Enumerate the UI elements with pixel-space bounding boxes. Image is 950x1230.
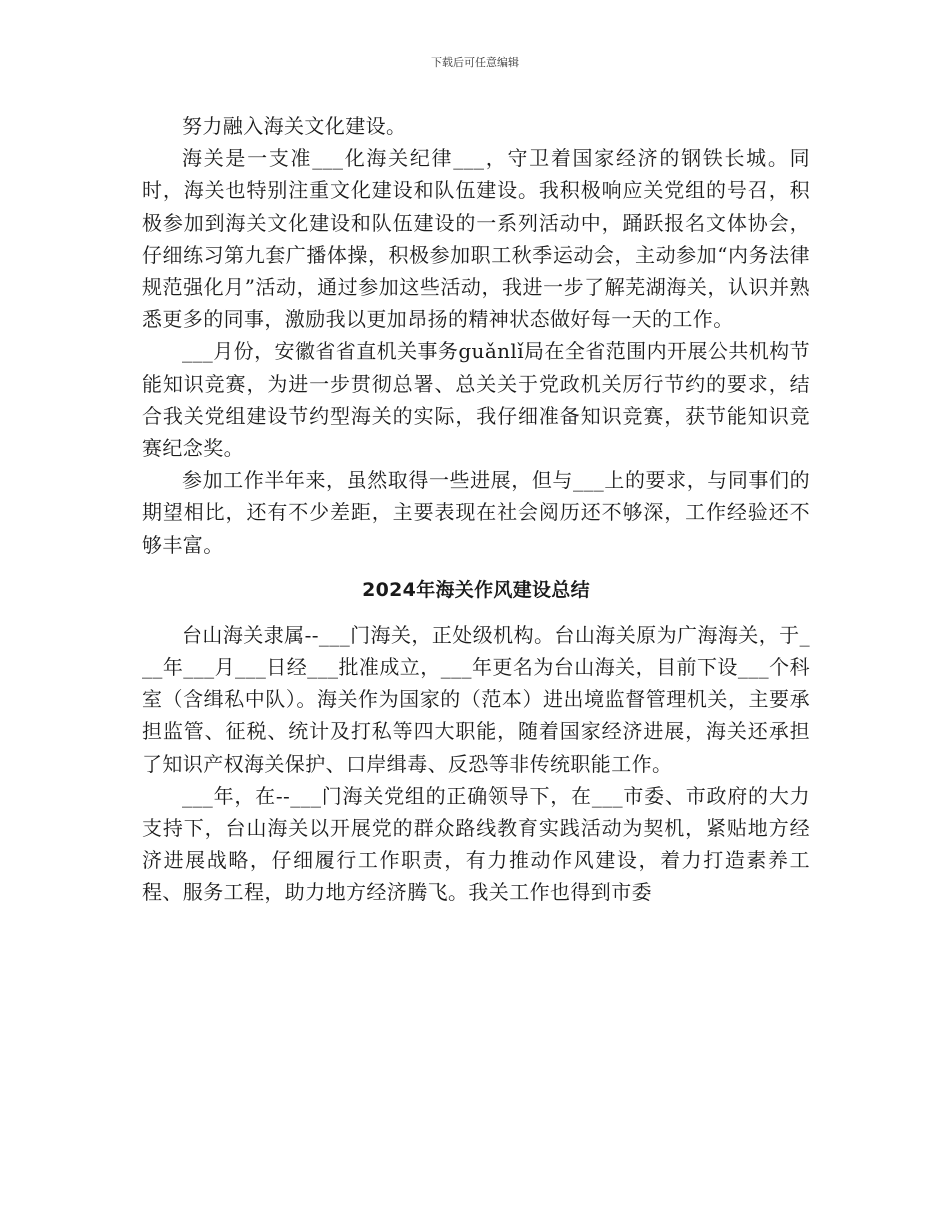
paragraph: 参加工作半年来，虽然取得一些进展，但与___上的要求，与同事们的期望相比，还有不少差距，主要表现在社会阅历还不够深，工作经验还不够丰富。 — [142, 468, 810, 557]
page-header-note: 下载后可任意编辑 — [431, 56, 519, 69]
paragraph: 台山海关隶属--___门海关，正处级机构。台山海关原为广海海关，于___年___月___日经___批准成立，___年更名为台山海关，目前下设___个科室（含缉私中队）。海关作为国家的（范本）进出境监督管理机关，主要承担监管、征税、统计及打私等四大职能，随着国家经济进展，海关还承担了知识产权海关保护、口岸缉毒、反恐等非传统职能工作。 — [142, 622, 810, 776]
document-body — [142, 110, 810, 909]
paragraph: 海关是一支准___化海关纪律___，守卫着国家经济的钢铁长城。同时，海关也特别注重文化建设和队伍建设。我积极响应关党组的号召，积极参加到海关文化建设和队伍建设的一系列活动中，踊跃报名文体协会，仔细练习第九套广播体操，积极参加职工秋季运动会，主动参加“内务法律规范强化月”活动，通过参加这些活动，我进一步了解芜湖海关，认识并熟悉更多的同事，激励我以更加昂扬的精神状态做好每一天的工作。 — [142, 146, 810, 332]
paragraph: 努力融入海关文化建设。 — [182, 114, 407, 138]
section-title: 2024年海关作风建设总结 — [362, 578, 590, 601]
paragraph: ___月份，安徽省省直机关事务guǎnlǐ局在全省范围内开展公共机构节能知识竞赛，为进一步贯彻总署、总关关于党政机关厉行节约的要求，结合我关党组建设节约型海关的实际，我仔细准备知识竞赛，获节能知识竞赛纪念奖。 — [142, 339, 810, 461]
paragraph: ___年，在--___门海关党组的正确领导下，在___市委、市政府的大力支持下，台山海关以开展党的群众路线教育实践活动为契机，紧贴地方经济进展战略，仔细履行工作职责，有力推动作风建设，着力打造素养工程、服务工程，助力地方经济腾飞。我关工作也得到市委 — [142, 783, 810, 905]
